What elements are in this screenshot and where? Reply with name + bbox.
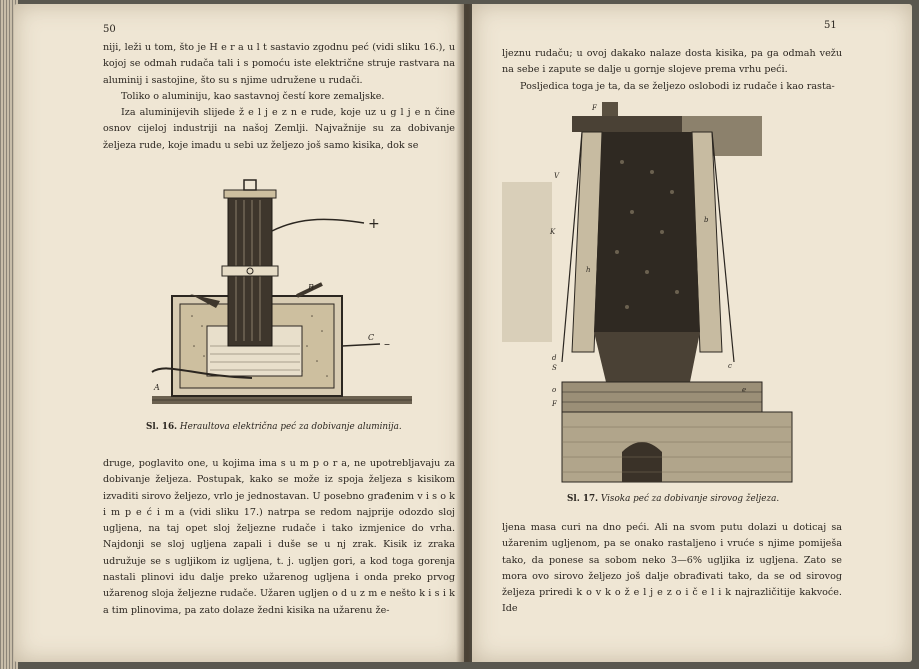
top-charging xyxy=(602,102,618,116)
label-d: d xyxy=(552,354,557,362)
caption-label: Sl. 16. xyxy=(146,422,178,432)
paragraph: Iza aluminijevih slijede ž e l j e z n e rude, koje uz u g l j e n čine osnov cijeloj industriji na našoj Zemlji. Najvažnije su za dobivanje željeza rude, koje imadu u sebi uz željezo još samo kisika, dok se xyxy=(103,107,455,151)
foundation xyxy=(562,412,792,482)
page-number-right: 51 xyxy=(824,20,837,31)
left-page xyxy=(14,4,464,662)
paragraph: druge, poglavito one, u kojima ima s u m p o r a, ne upotrebljavaju za dobivanje željeza. Postupak, kako se može iz spoja željeza s kisikom izvaditi sirovo željezo, vrlo je jednostavan. U posebno građenim v i s o k i m p e ć i m a (vidi sliku 17.) natrpa se redom najprije odozdo sloj ugljena, na taj opet sloj željezne rudače i tako izmjenice do vrha. Najdonji se sloj ugljena zapali i duše se u nj zrak. Kisik iz zraka udružuje se s ugljikom iz ugljena, t. j. ugljen gori, a kod toga gorenja nastali plinovi idu dalje preko užarenog ugljena i onda preko prvog užarenog sloja željezne rudače. Užaren ugljen o d u z m e nešto k i s i k a tim plinovima, pa zato dolaze žedni kisika na užarenu že- xyxy=(103,458,455,616)
plus-label: + xyxy=(368,216,380,232)
right-top-text xyxy=(502,46,842,95)
figure-16-caption xyxy=(146,422,402,432)
label-c: C xyxy=(368,333,375,342)
positive-wire xyxy=(272,219,364,231)
caption-text: Heraultova električna peć za dobivanje aluminija. xyxy=(179,422,402,432)
label-b: B xyxy=(308,283,314,292)
electrode-cap xyxy=(224,190,276,198)
label-k: K xyxy=(550,228,556,236)
label-b-furnace: b xyxy=(704,216,709,224)
left-bottom-text xyxy=(103,456,455,619)
right-page xyxy=(472,4,912,662)
hearth xyxy=(594,332,700,382)
label-f: F xyxy=(552,400,557,408)
label-c-furnace: c xyxy=(728,362,732,370)
label-o: o xyxy=(552,386,557,394)
figure-blast-furnace xyxy=(550,102,812,492)
label-a: A xyxy=(154,383,160,392)
left-top-text xyxy=(103,40,455,154)
caption-label: Sl. 17. xyxy=(567,494,599,504)
page-number-left: 50 xyxy=(103,24,116,35)
bleed-through xyxy=(502,182,552,342)
bosh-base xyxy=(562,382,762,412)
figure-17-caption xyxy=(567,494,779,504)
label-f-top: F xyxy=(592,104,597,112)
paragraph: ljena masa curi na dno peći. Ali na svom putu dolazi u doticaj sa užarenim ugljenom, pa se onako rastaljeno i vruće s njime pomiješa tako, da ponese sa sobom neko 3—6% ugljika iz ugljena. Zato se mora ovo sirovo željezo još dalje obrađivati tako, da se od sirovog željeza priredi k o v k o ž e l j e z o i č e l i k najrazličitije kakvoće. Ide xyxy=(502,522,842,615)
figure-herault-furnace xyxy=(132,176,432,416)
label-h: h xyxy=(586,266,591,274)
paragraph: Toliko o aluminiju, kao sastavnoj čestí kore zemaljske. xyxy=(121,90,385,102)
label-e: e xyxy=(742,386,747,394)
right-bottom-text xyxy=(502,520,842,618)
charge-column xyxy=(594,132,700,332)
paragraph: Posljedica toga je ta, da se željezo oslobodi iz rudače i kao rasta- xyxy=(520,80,835,92)
caption-text: Visoka peć za dobivanje sirovog željeza. xyxy=(600,494,780,504)
paragraph: ljeznu rudaču; u ovoj dakako nalaze dosta kisika, pa ga odmah vežu na sebe i zapute se dalje u gornje slojeve prema vrhu peći. xyxy=(502,48,842,76)
foundation-arch xyxy=(622,442,662,482)
negative-terminal xyxy=(342,344,380,346)
minus-label: – xyxy=(384,337,390,351)
label-v: V xyxy=(554,172,560,180)
label-s: S xyxy=(552,364,557,372)
electrode-handle xyxy=(244,180,256,190)
paragraph: niji, leži u tom, što je H e r a u l t sastavio zgodnu peć (vidi sliku 16.), u kojoj se odmah rudača tali i s pomoću iste električne struje rastvara na aluminij i sastojine, što su s njime udružene u rudači. xyxy=(103,42,455,86)
